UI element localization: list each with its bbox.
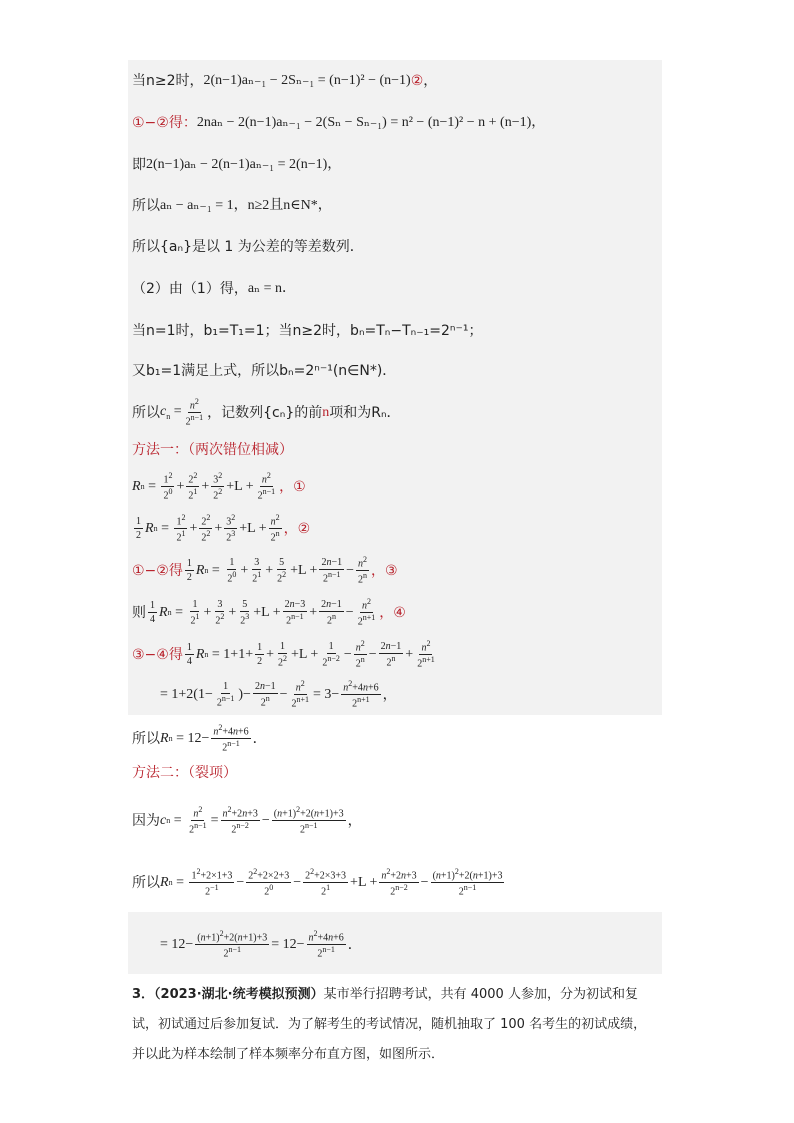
text: ，记数列{cₙ}的前	[207, 404, 323, 421]
solution-line-6	[132, 282, 296, 296]
formula-s3: = 12− $\frac{(n+1)^2+2(n+1)+3}{2^{n-1}}$ = 12− $\frac{n^2+4n+6}{2^{n-1}}$ ．	[160, 929, 362, 960]
formula: 2(n−1)aₙ₋₁ − 2Sₙ₋₁ = (n−1)² − (n−1)	[203, 73, 411, 88]
question-3-line-1	[132, 988, 638, 1001]
question-text: 某市举行招聘考试，共有 4000 人参加，分为初试和复	[323, 987, 638, 1002]
tag: ，②	[283, 520, 311, 537]
end: ．	[347, 936, 362, 953]
end: ．	[252, 730, 267, 747]
formula: 2naₙ − 2(n−1)aₙ₋₁ − 2(Sₙ − Sₙ₋₁) = n² − (n−1)² − n + (n−1)，	[196, 115, 546, 130]
tag: ①−②得	[132, 562, 183, 579]
question-source: （2023·湖北·统考模拟预测）	[154, 987, 324, 1002]
solution-line-1	[132, 74, 437, 88]
tag: ①−②得：	[132, 115, 197, 131]
end: ，	[382, 686, 397, 703]
text: 则	[132, 604, 146, 621]
tag: ，①	[279, 478, 306, 495]
tag: ②	[410, 73, 424, 89]
formula: aₙ = n．	[247, 281, 296, 296]
tag: ，③	[371, 562, 398, 579]
formula-r2: $\frac{1}{2}$ R n = $\frac{1^2}{2^1}$ + $\frac{2^2}{2^2}$ + $\frac{3^2}{2^3}$ +L + $\frac{n^2}{2^n}$ ，②	[136, 513, 311, 544]
solution-line-4	[132, 199, 332, 213]
text: 当n≥2时，	[132, 73, 204, 89]
formula-r6: = 1+2(1− $\frac{1}{2^{n-1}}$ )− $\frac{2n-1}{2^n}$ − $\frac{n^2}{2^{n+1}}$ = 3− $\frac{n^2+4n+6}{2^{n+1}}$ ，	[160, 679, 397, 710]
text: 所以	[132, 198, 160, 214]
solution-line-9: 所以 $c_n$ = $\frac{n^2}{2^{n-1}}$ ，记数列{cₙ}的前 n 项和为Rₙ．	[132, 397, 401, 428]
formula: aₙ − aₙ₋₁ = 1，n≥2且n∈N*，	[160, 198, 332, 213]
text: 所以	[132, 874, 160, 891]
formula-r4: 则 $\frac{1}{4}$ R n = $\frac{1}{2^1}$ + $\frac{3}{2^2}$ + $\frac{5}{2^3}$ +L + $\frac{2n-3}{2^{n-1}}$ + $\frac{2n-1}{2^n}$ − $\frac{n^2}{2^{n+1}}$ ，④	[132, 597, 406, 628]
text: （2）由（1）得，	[132, 281, 248, 297]
end: ，	[347, 812, 362, 829]
text: 因为	[132, 812, 160, 829]
text: 即	[132, 157, 146, 173]
formula-s1: 因为 c n = $\frac{n^2}{2^{n-1}}$ = $\frac{n^2+2n+3}{2^{n-2}}$ − $\frac{(n+1)^2+2(n+1)+3}{2^{n-1}}$ ，	[132, 805, 362, 836]
tag: ③−④得	[132, 646, 183, 663]
text: 所以	[132, 404, 160, 421]
n-var: n	[322, 404, 330, 420]
solution-line-7: 当n=1时，b₁=T₁=1；当n≥2时，bₙ=Tₙ−Tₙ₋₁=2ⁿ⁻¹；	[132, 323, 483, 339]
tag: ，④	[379, 604, 406, 621]
text: 所以	[132, 730, 160, 747]
question-3-line-3: 并以此为样本绘制了样本频率分布直方图，如图所示．	[132, 1047, 445, 1062]
formula-r5: ③−④得 $\frac{1}{4}$ R n = 1+1+ $\frac{1}{2}$ + $\frac{1}{2^2}$ +L + $\frac{1}{2^{n-2}}$ − $\frac{n^2}{2^n}$ − $\frac{2n-1}{2^n}$ + $\frac{n^2}{2^{n+1}}$	[132, 639, 435, 670]
end: ，	[423, 73, 438, 89]
formula-r1: R n = $\frac{1^2}{2^0}$ + $\frac{2^2}{2^1}$ + $\frac{3^2}{2^2}$ +L + $\frac{n^2}{2^{n-1}}$ ，①	[132, 471, 306, 502]
method-2-title: 方法二：（裂项）	[132, 765, 237, 781]
solution-line-5: 所以{aₙ}是以 1 为公差的等差数列．	[132, 239, 364, 255]
text: 项和为Rₙ．	[329, 404, 401, 421]
formula: 2(n−1)aₙ − 2(n−1)aₙ₋₁ = 2(n−1)，	[146, 157, 342, 172]
formula-r3: ①−②得 $\frac{1}{2}$ R n = $\frac{1}{2^0}$ + $\frac{3}{2^1}$ + $\frac{5}{2^2}$ +L + $\frac{2n-1}{2^{n-1}}$ − $\frac{n^2}{2^n}$ ，③	[132, 555, 398, 586]
question-3-line-2: 试，初试通过后参加复试．为了解考生的考试情况，随机抽取了 100 名考生的初试成绩，	[132, 1017, 647, 1032]
solution-line-2	[132, 116, 545, 130]
question-number: 3．	[132, 987, 155, 1002]
method-1-title: 方法一：（两次错位相减）	[132, 442, 293, 458]
formula-r7: 所以 R n = 12− $\frac{n^2+4n+6}{2^{n-1}}$ ．	[132, 723, 267, 754]
solution-line-8: 又b₁=1满足上式，所以bₙ=2ⁿ⁻¹(n∈N*)．	[132, 363, 397, 379]
formula-s2: 所以 R n = $\frac{1^2+2\times 1+3}{2^{-1}}$ − $\frac{2^2+2\times 2+3}{2^0}$ − $\frac{2^2+2\times 3+3}{2^1}$ +L + $\frac{n^2+2n+3}{2^{n-2}}$ − $\frac{(n+1)^2+2(n+1)+3}{2^{n-1}}$	[132, 867, 503, 898]
solution-line-3	[132, 158, 341, 172]
